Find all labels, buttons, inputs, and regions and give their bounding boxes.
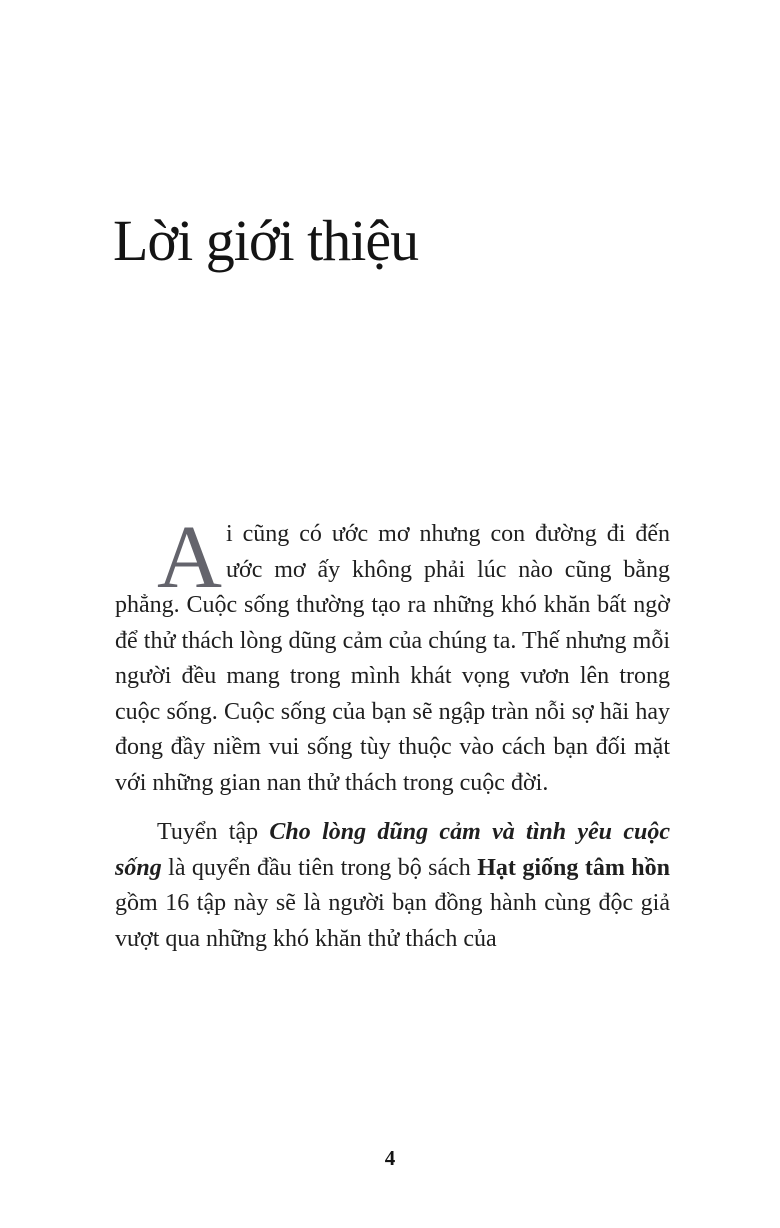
page-title: Lời giới thiệu — [113, 208, 419, 273]
paragraph-1-text: i cũng có ước mơ nhưng con đường đi đến ước mơ ấy không phải lúc nào cũng bằng phẳng. Cuộc sống thường tạo ra những khó khăn bất ngờ để thử thách lòng dũng cảm của chúng ta. Thế nhưng mỗi người đều mang trong mình khát vọng vươn lên trong cuộc sống. Cuộc sống của bạn sẽ ngập tràn nỗi sợ hãi hay đong đầy niềm vui sống tùy thuộc vào cách bạn đối mặt với những gian nan thử thách trong cuộc đời. — [115, 521, 670, 796]
paragraph-2 — [115, 815, 670, 957]
paragraph-2-lead: Tuyển tập — [157, 819, 270, 845]
dropcap-letter: A — [157, 508, 222, 607]
page-number: 4 — [384, 1146, 396, 1170]
book-title-text: Cho lòng dũng cảm và tình yêu cuộc sống — [115, 819, 670, 881]
body-text — [115, 508, 670, 957]
series-title-text: Hạt giống tâm hồn — [477, 854, 670, 881]
paragraph-1 — [115, 508, 670, 801]
paragraph-2-mid: là quyển đầu tiên trong bộ sách — [161, 854, 478, 881]
paragraph-2-tail: gồm 16 tập này sẽ là người bạn đồng hành cùng độc giả vượt qua những khó khăn thử thách của — [115, 890, 670, 952]
